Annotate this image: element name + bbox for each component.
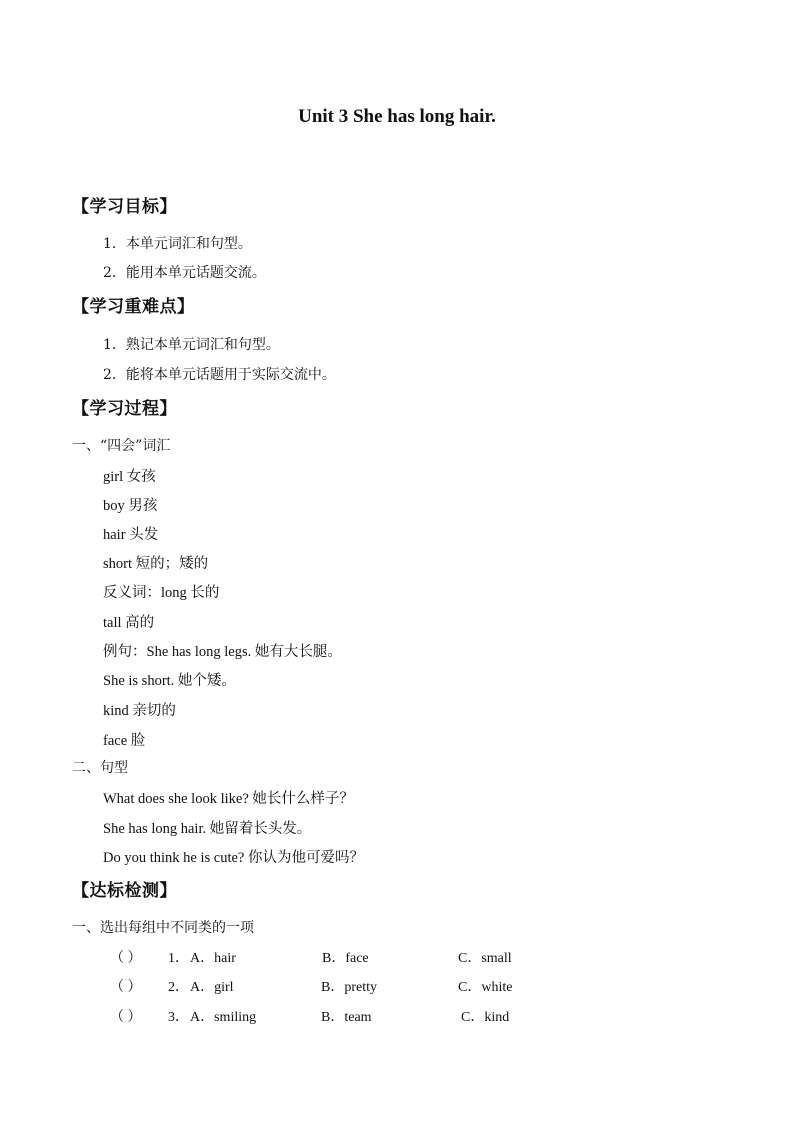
- test-sub-heading: 一、选出每组中不同类的一项: [72, 920, 254, 936]
- vocab-item: boy 男孩: [103, 498, 158, 514]
- option-b: B．face: [322, 951, 369, 966]
- pattern-heading: 二、句型: [72, 760, 128, 776]
- keypoint-item-2: 2．能将本单元话题用于实际交流中。: [103, 367, 336, 383]
- option-b: B．team: [321, 1010, 372, 1025]
- section-keypoints-heading: 【学习重难点】: [72, 297, 195, 317]
- vocab-item: girl 女孩: [103, 469, 156, 485]
- keypoint-item-1: 1．熟记本单元词汇和句型。: [103, 337, 280, 353]
- question-number: 1．: [168, 951, 189, 966]
- option-c: C．small: [458, 951, 512, 966]
- section-goals-heading: 【学习目标】: [72, 197, 177, 217]
- section-process-heading: 【学习过程】: [72, 399, 177, 419]
- option-a: A．hair: [190, 951, 236, 966]
- vocab-item: kind 亲切的: [103, 703, 176, 719]
- answer-blank[interactable]: （ ）: [110, 980, 142, 995]
- option-c: C．white: [458, 980, 513, 995]
- question-number: 2．: [168, 980, 189, 995]
- pattern-item: What does she look like? 她长什么样子？: [103, 791, 354, 807]
- vocab-item: 例句：She has long legs. 她有大长腿。: [103, 644, 342, 660]
- goal-item-2: 2．能用本单元话题交流。: [103, 265, 266, 281]
- vocab-item: short 短的；矮的: [103, 556, 209, 572]
- vocab-item: She is short. 她个矮。: [103, 673, 236, 689]
- vocab-item: 反义词：long 长的: [103, 585, 220, 601]
- vocab-item: hair 头发: [103, 527, 159, 543]
- option-a: A．smiling: [190, 1010, 257, 1025]
- option-b: B．pretty: [321, 980, 377, 995]
- vocab-item: tall 高的: [103, 615, 155, 631]
- section-test-heading: 【达标检测】: [72, 881, 177, 901]
- vocab-heading: 一、“四会”词汇: [72, 438, 171, 454]
- answer-blank[interactable]: （ ）: [110, 951, 142, 966]
- pattern-item: Do you think he is cute? 你认为他可爱吗？: [103, 850, 364, 866]
- answer-blank[interactable]: （ ）: [110, 1010, 142, 1025]
- goal-item-1: 1．本单元词汇和句型。: [103, 236, 252, 252]
- pattern-item: She has long hair. 她留着长头发。: [103, 821, 312, 837]
- vocab-item: face 脸: [103, 733, 146, 749]
- question-number: 3．: [168, 1010, 189, 1025]
- option-a: A．girl: [190, 980, 234, 995]
- page-title: Unit 3 She has long hair.: [298, 106, 496, 127]
- option-c: C．kind: [461, 1010, 510, 1025]
